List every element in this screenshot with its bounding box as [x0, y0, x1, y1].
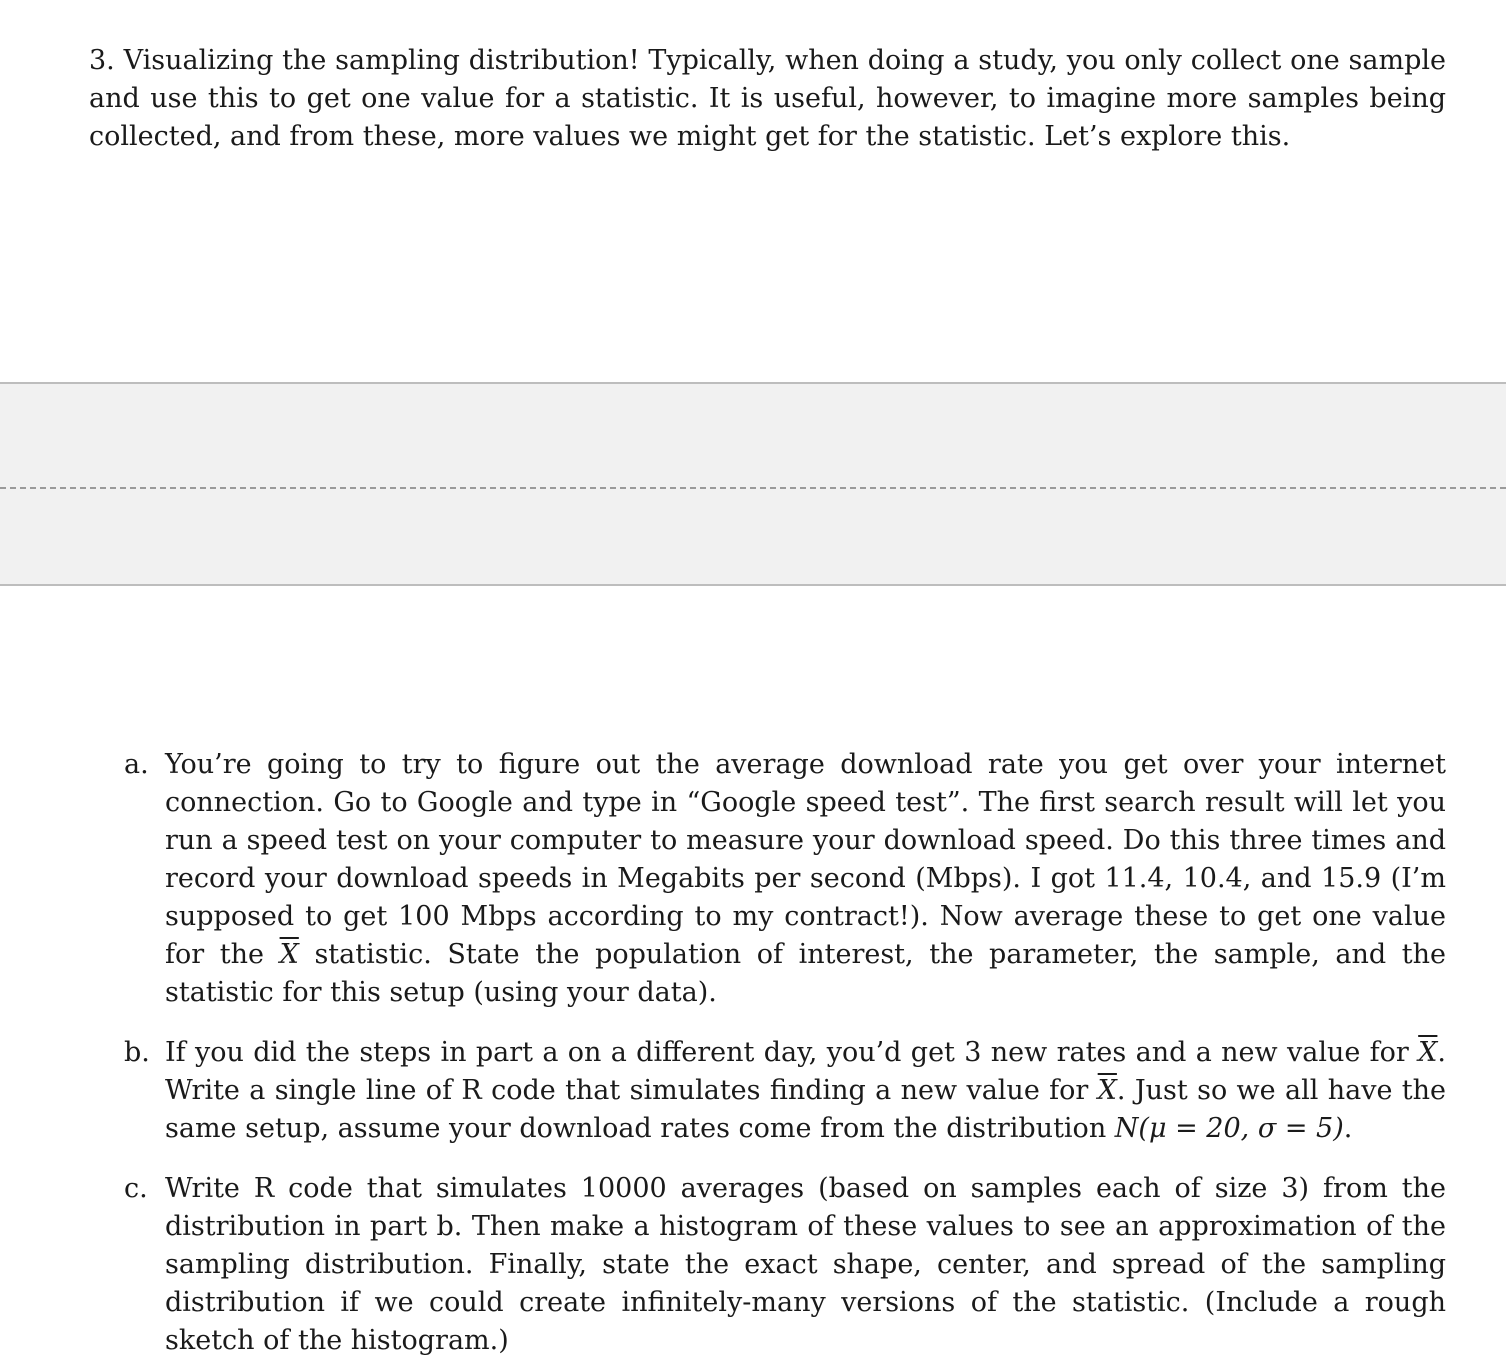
part-text: If you did the steps in part a on a different day, you’d get 3 new rates and a new value for	[165, 1037, 1409, 1068]
xbar-symbol: $\overline{X}$	[279, 939, 299, 970]
part-marker: a.	[124, 749, 149, 780]
xbar-symbol: $\overline{X}$	[1418, 1037, 1438, 1068]
part-text: . Just so we all have the same setup, assume your download rates come from the distribution	[165, 1075, 1446, 1144]
part-text: statistic. State the population of interest, the parameter, the sample, and the statistic for this setup (using your data).	[165, 939, 1446, 1008]
part-text: Write R code that simulates 10000 averages (based on samples each of size 3) from the distribution in part b. Then make a histogram of these values to see an approximation of the sampling distribution. Finally, state the exact shape, center, and spread of the sampling distribution if we could create infinitely-many versions of the statistic. (Include a rough sketch of the histogram.)	[165, 1173, 1446, 1356]
part-marker: b.	[124, 1037, 150, 1068]
part-b	[124, 1034, 1446, 1148]
xbar-symbol: $\overline{X}$	[1097, 1075, 1117, 1106]
dashed-divider	[0, 487, 1506, 489]
part-text: . Write a single line of R code that simulates finding a new value for	[165, 1037, 1446, 1106]
part-c	[124, 1170, 1446, 1360]
question-intro-text: Visualizing the sampling distribution! Typically, when doing a study, you only collect one sample and use this to get one value for a statistic. It is useful, however, to imagine more samples being collected, and from these, more values we might get for the statistic. Let’s explore this.	[89, 45, 1446, 152]
part-text: You’re going to try to figure out the average download rate you get over your internet connection. Go to Google and type in “Google speed test”. The first search result will let you run a speed test on your computer to measure your download speed. Do this three times and record your download speeds in Megabits per second (Mbps). I got 11.4, 10.4, and 15.9 (I’m supposed to get 100 Mbps according to my contract!). Now average these to get one value for the	[165, 749, 1446, 970]
answer-band	[0, 382, 1506, 586]
question-intro	[89, 42, 1446, 156]
part-text: .	[1343, 1113, 1353, 1144]
part-a	[124, 746, 1446, 1012]
normal-distribution-formula: N(μ = 20, σ = 5)	[1114, 1113, 1344, 1144]
question-number: 3.	[89, 45, 115, 76]
question-parts	[124, 746, 1446, 1360]
part-marker: c.	[124, 1173, 148, 1204]
